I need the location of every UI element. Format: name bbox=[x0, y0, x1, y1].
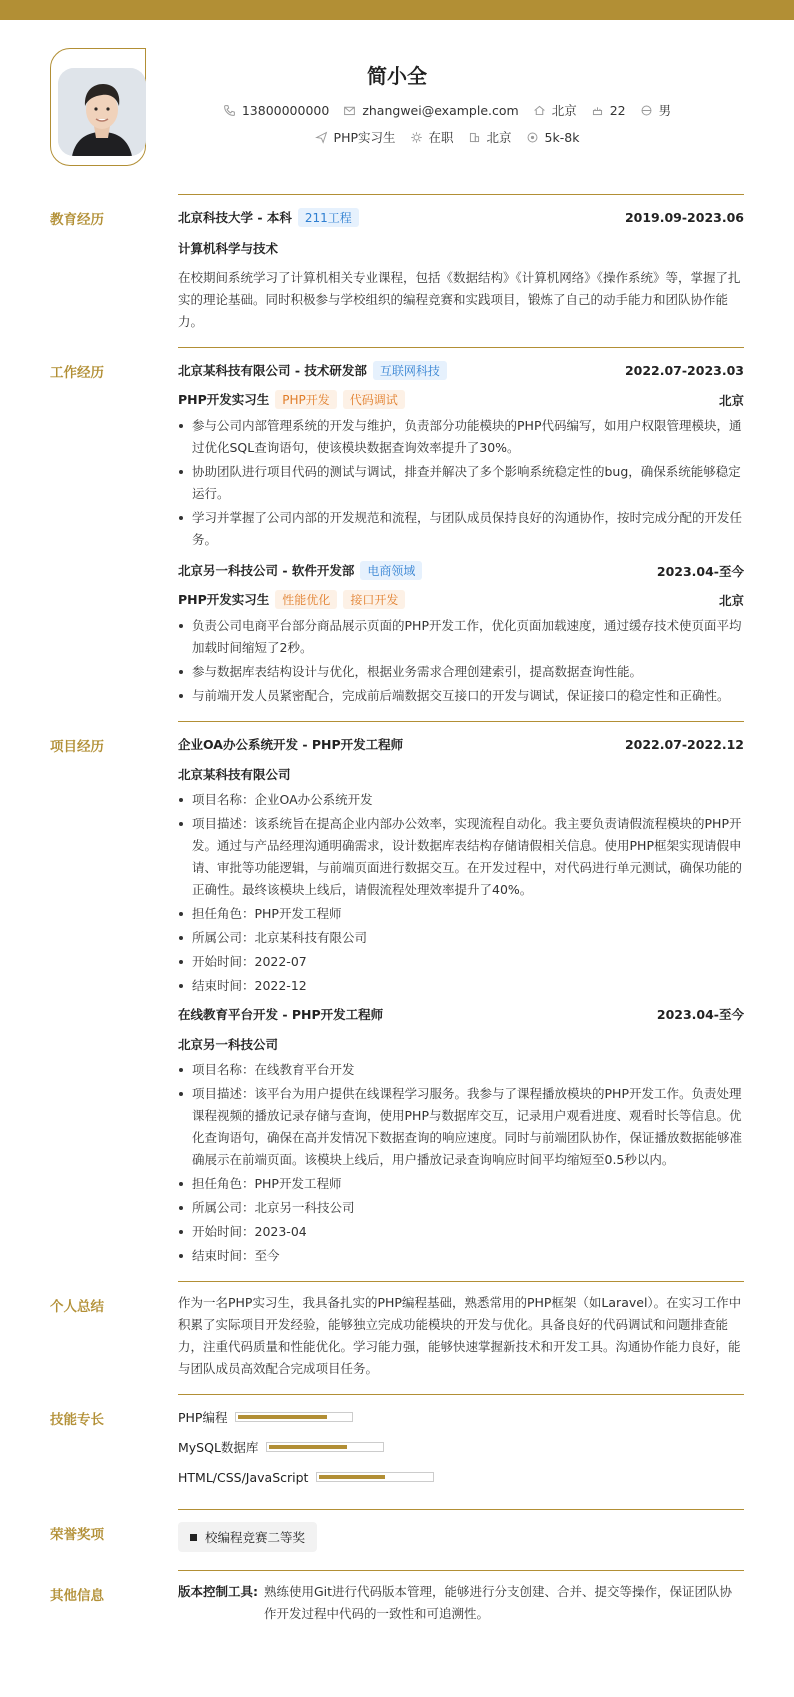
user-icon bbox=[640, 104, 653, 117]
skill-bar-fill bbox=[238, 1415, 327, 1419]
email-text: zhangwei@example.com bbox=[362, 102, 519, 118]
list-item: 项目名称：在线教育平台开发 bbox=[178, 1059, 744, 1081]
list-item: 项目描述：该平台为用户提供在线课程学习服务。我参与了课程播放模块的PHP开发工作。负责处理课程视频的播放记录存储与查询，使用PHP与数据库交互，记录用户观看进度、观看时长等信息。优化查询语句，确保在高并发情况下数据查询的响应速度。同时与前端团队协作，保证播放数据能够准确展示在前端页面。该模块上线后，用户播放记录查询响应时间平均缩短至0.5秒以内。 bbox=[178, 1083, 744, 1171]
job-tag: 代码调试 bbox=[343, 390, 405, 409]
position-item bbox=[315, 128, 396, 146]
project-header-row bbox=[178, 735, 744, 753]
project-company: 北京某科技有限公司 bbox=[178, 767, 291, 782]
project-date: 2022.07-2022.12 bbox=[624, 736, 744, 752]
job-role: PHP开发实习生 bbox=[178, 592, 270, 607]
job-header-row bbox=[178, 361, 744, 380]
age-text: 22 bbox=[609, 102, 626, 118]
project-bullets bbox=[178, 789, 744, 997]
status-item bbox=[410, 128, 454, 146]
section-body bbox=[178, 1509, 744, 1552]
skill-name: PHP编程 bbox=[178, 1410, 228, 1425]
list-item: 与前端开发人员紧密配合，完成前后端数据交互接口的开发与调试，保证接口的稳定性和正确性。 bbox=[178, 685, 744, 707]
skill-row bbox=[178, 1467, 744, 1487]
summary-text: 作为一名PHP实习生，我具备扎实的PHP编程基础，熟悉常用的PHP框架（如Laravel）。在实习工作中积累了实际项目开发经验，能够独立完成功能模块的开发与优化。具备良好的代码调试和问题排查能力，注重代码质量和性能优化。学习能力强，能够快速掌握新技术和开发工具。沟通协作能力良好，能与团队成员高效配合完成项目任务。 bbox=[178, 1295, 742, 1376]
other-label: 版本控制工具: bbox=[178, 1584, 258, 1599]
other-info-row bbox=[178, 1581, 744, 1625]
project-company: 北京另一科技公司 bbox=[178, 1037, 279, 1052]
candidate-name: 简小全 bbox=[367, 64, 427, 88]
phone-text: 13800000000 bbox=[241, 102, 330, 118]
skill-bar bbox=[266, 1442, 384, 1452]
gender-item bbox=[640, 101, 672, 119]
job-company: 北京另一科技公司 - 软件开发部 bbox=[178, 563, 355, 578]
send-icon bbox=[315, 131, 328, 144]
list-item: 项目描述：该系统旨在提高企业内部办公效率，实现流程自动化。我主要负责请假流程模块的PHP开发。通过与产品经理沟通明确需求，设计数据库表结构存储请假相关信息。使用PHP框架实现请假申请、审批等功能逻辑，与前端页面进行数据交互。在开发过程中，对代码进行单元测试，确保功能的正确性。最终该模块上线后，请假流程处理效率提升了40%。 bbox=[178, 813, 744, 901]
edu-tag: 211工程 bbox=[298, 208, 359, 227]
top-accent-bar bbox=[0, 0, 794, 20]
section-body bbox=[178, 1570, 744, 1625]
list-item: 所属公司：北京另一科技公司 bbox=[178, 1197, 744, 1219]
section-title: 个人总结 bbox=[50, 1299, 104, 1315]
project-entry bbox=[178, 735, 744, 997]
salary-item bbox=[526, 130, 580, 145]
summary-section bbox=[50, 1281, 744, 1380]
list-item: 负责公司电商平台部分商品展示页面的PHP开发工作，优化页面加载速度，通过缓存技术使页面平均加载时间缩短了2秒。 bbox=[178, 615, 744, 659]
list-item: 项目名称：企业OA办公系统开发 bbox=[178, 789, 744, 811]
section-title: 技能专长 bbox=[50, 1412, 104, 1428]
work-city-text: 北京 bbox=[486, 130, 512, 145]
section-title: 项目经历 bbox=[50, 739, 104, 755]
job-header-row bbox=[178, 561, 744, 580]
edu-desc: 在校期间系统学习了计算机相关专业课程，包括《数据结构》《计算机网络》《操作系统》等，掌握了扎实的理论基础。同时积极参与学校组织的编程竞赛和实践项目，锻炼了自己的动手能力和团队协作能力。 bbox=[178, 270, 741, 329]
job-role: PHP开发实习生 bbox=[178, 392, 270, 407]
project-name: 企业OA办公系统开发 - PHP开发工程师 bbox=[178, 737, 404, 752]
project-bullets bbox=[178, 1059, 744, 1267]
project-date: 2023.04-至今 bbox=[656, 1007, 744, 1022]
phone-item bbox=[223, 103, 329, 118]
skill-row bbox=[178, 1437, 744, 1457]
skill-row bbox=[178, 1407, 744, 1427]
job-role-row bbox=[178, 390, 744, 409]
job-industry-tag: 互联网科技 bbox=[373, 361, 447, 380]
job-tag: 性能优化 bbox=[275, 590, 337, 609]
section-title: 工作经历 bbox=[50, 365, 104, 381]
skill-name: HTML/CSS/JavaScript bbox=[178, 1469, 309, 1485]
list-item: 开始时间：2023-04 bbox=[178, 1221, 744, 1243]
gear-icon bbox=[410, 131, 423, 144]
job-tag: PHP开发 bbox=[275, 390, 337, 409]
award-text: 校编程竞赛二等奖 bbox=[205, 1530, 306, 1545]
list-item: 所属公司：北京某科技有限公司 bbox=[178, 927, 744, 949]
city-item bbox=[533, 101, 577, 119]
salary-text: 5k-8k bbox=[544, 129, 580, 145]
edu-school: 北京科技大学 - 本科 211工程 bbox=[178, 208, 359, 227]
age-item bbox=[591, 103, 626, 118]
project-entry bbox=[178, 1005, 744, 1267]
skill-name: MySQL数据库 bbox=[178, 1440, 259, 1455]
list-item: 开始时间：2022-07 bbox=[178, 951, 744, 973]
education-section bbox=[50, 194, 744, 333]
list-item: 学习并掌握了公司内部的开发规范和流程，与团队成员保持良好的沟通协作，按时完成分配的开发任务。 bbox=[178, 507, 744, 551]
job-company: 北京某科技有限公司 - 技术研发部 bbox=[178, 363, 367, 378]
other-text: 熟练使用Git进行代码版本管理，能够进行分支创建、合并、提交等操作，保证团队协作开发过程中代码的一致性和可追溯性。 bbox=[264, 1584, 733, 1621]
skill-bar-fill bbox=[269, 1445, 346, 1449]
position-text: PHP实习生 bbox=[333, 130, 396, 145]
gender-text: 男 bbox=[658, 103, 672, 118]
job-date: 2023.04-至今 bbox=[656, 563, 744, 579]
list-item: 担任角色：PHP开发工程师 bbox=[178, 903, 744, 925]
skill-bar bbox=[235, 1412, 353, 1422]
job-bullets bbox=[178, 615, 744, 707]
work-section bbox=[50, 347, 744, 707]
phone-icon bbox=[223, 104, 236, 117]
job-entry bbox=[178, 361, 744, 551]
award-badge bbox=[178, 1522, 317, 1552]
job-bullets bbox=[178, 415, 744, 551]
email-item bbox=[343, 103, 518, 118]
edu-header-row bbox=[178, 208, 744, 227]
section-title: 教育经历 bbox=[50, 212, 104, 228]
city-text: 北京 bbox=[551, 103, 577, 118]
job-entry bbox=[178, 561, 744, 707]
job-intent-row bbox=[150, 128, 744, 146]
square-bullet-icon bbox=[190, 1534, 197, 1541]
section-title: 荣誉奖项 bbox=[50, 1527, 104, 1543]
cake-icon bbox=[591, 104, 604, 117]
section-body bbox=[178, 1394, 744, 1487]
skill-bar bbox=[316, 1472, 434, 1482]
section-body bbox=[178, 347, 744, 707]
job-role-row bbox=[178, 590, 744, 609]
list-item: 参与数据库表结构设计与优化，根据业务需求合理创建索引，提高数据查询性能。 bbox=[178, 661, 744, 683]
section-body bbox=[178, 194, 744, 333]
list-item: 参与公司内部管理系统的开发与维护，负责部分功能模块的PHP代码编写，如用户权限管理模块，通过优化SQL查询语句，使该模块数据查询效率提升了30%。 bbox=[178, 415, 744, 459]
contact-row bbox=[150, 101, 744, 119]
section-body bbox=[178, 1281, 744, 1380]
skill-bar-fill bbox=[319, 1475, 385, 1479]
mail-icon bbox=[343, 104, 356, 117]
job-city: 北京 bbox=[718, 592, 744, 608]
status-text: 在职 bbox=[428, 130, 454, 145]
job-city: 北京 bbox=[718, 392, 744, 408]
job-industry-tag: 电商领域 bbox=[360, 561, 422, 580]
job-date: 2022.07-2023.03 bbox=[624, 363, 744, 378]
list-item: 结束时间：至今 bbox=[178, 1245, 744, 1267]
list-item: 协助团队进行项目代码的测试与调试，排查并解决了多个影响系统稳定性的bug，确保系统能够稳定运行。 bbox=[178, 461, 744, 505]
project-header-row bbox=[178, 1005, 744, 1023]
resume-header bbox=[0, 20, 794, 170]
project-section bbox=[50, 721, 744, 1267]
coin-icon bbox=[526, 131, 539, 144]
edu-major: 计算机科学与技术 bbox=[178, 241, 279, 256]
section-body bbox=[178, 721, 744, 1267]
project-name: 在线教育平台开发 - PHP开发工程师 bbox=[178, 1007, 384, 1022]
section-title: 其他信息 bbox=[50, 1588, 104, 1604]
edu-date: 2019.09-2023.06 bbox=[624, 210, 744, 225]
awards-section bbox=[50, 1509, 744, 1552]
list-item: 结束时间：2022-12 bbox=[178, 975, 744, 997]
building-icon bbox=[468, 131, 481, 144]
skills-section bbox=[50, 1394, 744, 1487]
list-item: 担任角色：PHP开发工程师 bbox=[178, 1173, 744, 1195]
job-tag: 接口开发 bbox=[343, 590, 405, 609]
other-section bbox=[50, 1570, 744, 1625]
work-city-item bbox=[468, 128, 512, 146]
home-icon bbox=[533, 104, 546, 117]
